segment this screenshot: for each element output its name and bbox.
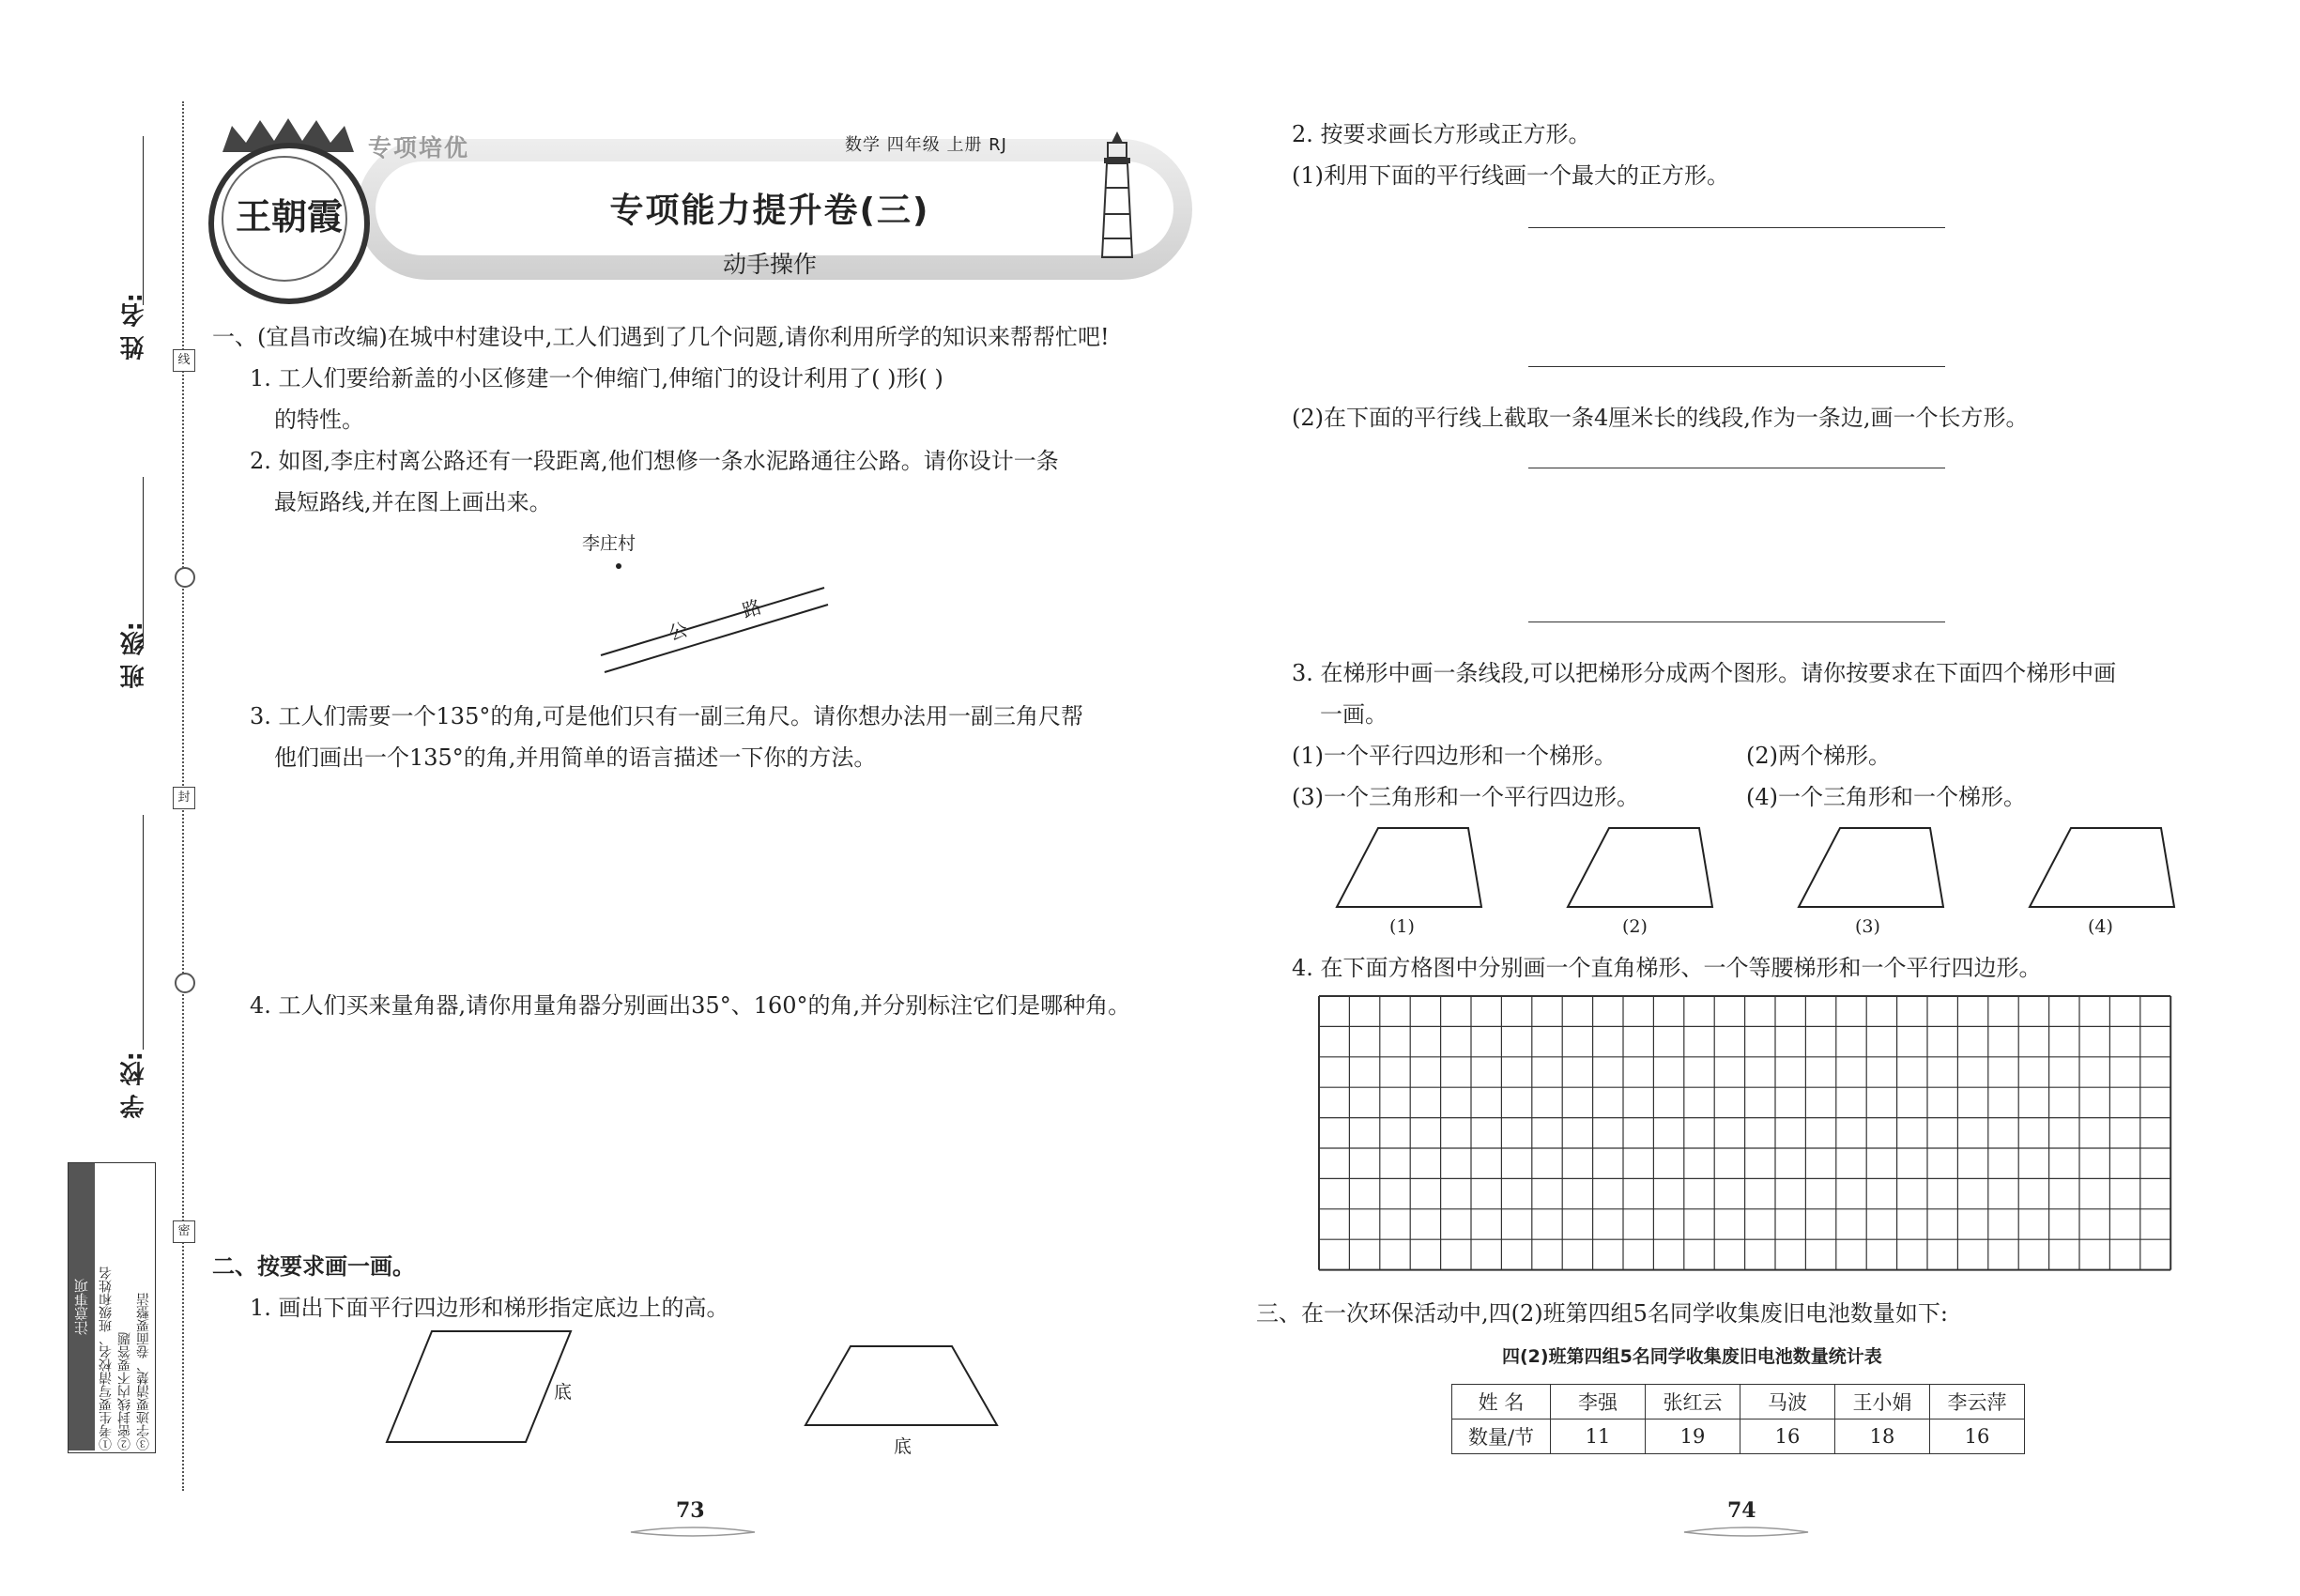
class-blank[interactable]: [143, 477, 144, 646]
table-cell: 18: [1835, 1420, 1930, 1454]
note-item: ②密封线内不要答题: [117, 1332, 132, 1450]
page-ornament: [627, 1527, 759, 1538]
table-cell: 11: [1551, 1420, 1646, 1454]
table-header-cell: 马波: [1740, 1385, 1835, 1420]
note-item: ③字迹要清楚、卷面要整洁: [136, 1293, 151, 1450]
option-2: (2)两个梯形。: [1746, 743, 1891, 769]
parallelogram-base-label: 底: [554, 1382, 573, 1403]
table-title: 四(2)班第四组5名同学收集废旧电池数量统计表: [1502, 1346, 1882, 1367]
r-question-3-line1: 3. 在梯形中画一条线段,可以把梯形分成两个图形。请你按要求在下面四个梯形中画: [1292, 660, 2117, 686]
trapezoid-label: (1): [1389, 916, 1415, 937]
table-header-cell: 王小娟: [1835, 1385, 1930, 1420]
notes-title: 注意事项: [69, 1163, 95, 1450]
section-1-title: 一、(宜昌市改编)在城中村建设中,工人们遇到了几个问题,请你利用所学的知识来帮帮忙吧!: [212, 324, 1110, 350]
question-1-line2: 的特性。: [274, 407, 364, 433]
seal-mark: 线: [173, 349, 195, 372]
logo-text: 王朝霞: [235, 195, 343, 238]
page-ornament: [1680, 1527, 1812, 1538]
r-question-2-part1: (1)利用下面的平行线画一个最大的正方形。: [1292, 162, 1729, 189]
table-header-cell: 李云萍: [1930, 1385, 2025, 1420]
trapezoid-label: (4): [2088, 916, 2113, 937]
option-4: (4)一个三角形和一个梯形。: [1746, 784, 2026, 810]
trapezoid-3: [1795, 824, 1955, 911]
seal-mark: 密: [173, 1220, 195, 1243]
road-label: 公 路: [666, 587, 790, 645]
page-title: 专项能力提升卷(三): [609, 192, 930, 230]
name-label: 姓 名:: [120, 293, 148, 361]
table-header-row: [1452, 1385, 2025, 1420]
name-blank[interactable]: [143, 136, 144, 305]
note-item: ①考生要写清校名、班级和姓名: [99, 1266, 114, 1450]
page-number-right: 74: [1727, 1498, 1756, 1523]
r-question-4: 4. 在下面方格图中分别画一个直角梯形、一个等腰梯形和一个平行四边形。: [1292, 955, 2042, 981]
trapezoid-4: [2026, 824, 2185, 911]
trapezoid-2: [1564, 824, 1724, 911]
school-blank[interactable]: [143, 815, 144, 1050]
table-cell: 16: [1740, 1420, 1835, 1454]
lighthouse-icon: [1089, 130, 1145, 261]
section-3-title: 三、在一次环保活动中,四(2)班第四组5名同学收集废旧电池数量如下:: [1256, 1300, 1948, 1327]
battery-table: [1451, 1384, 2025, 1454]
notes-box: [68, 1162, 156, 1453]
trapezoid-label: (3): [1855, 916, 1880, 937]
question-3-line1: 3. 工人们需要一个135°的角,可是他们只有一副三角尺。请你想办法用一副三角尺帮: [250, 703, 1083, 729]
brand-label: 专项培优: [368, 134, 470, 161]
square-grid[interactable]: [1318, 995, 2174, 1273]
binding-ring: [175, 973, 195, 993]
table-header-cell: 姓 名: [1452, 1385, 1551, 1420]
trapezoid-figure: [798, 1341, 1004, 1435]
trapezoid-1: [1333, 824, 1493, 911]
option-1: (1)一个平行四边形和一个梯形。: [1292, 743, 1617, 769]
village-point: [616, 563, 621, 569]
option-3: (3)一个三角形和一个平行四边形。: [1292, 784, 1639, 810]
table-header-cell: 张红云: [1646, 1385, 1740, 1420]
village-label: 李庄村: [582, 533, 636, 554]
section-2-question-1: 1. 画出下面平行四边形和梯形指定底边上的高。: [250, 1295, 729, 1321]
table-cell: 16: [1930, 1420, 2025, 1454]
table-cell: 19: [1646, 1420, 1740, 1454]
seal-mark: 封: [173, 787, 195, 809]
page-subtitle: 动手操作: [722, 251, 817, 278]
question-1-line1: 1. 工人们要给新盖的小区修建一个伸缩门,伸缩门的设计利用了( )形( ): [250, 365, 943, 391]
trapezoid-base-label: 底: [894, 1436, 912, 1457]
parallelogram-figure: [376, 1324, 582, 1451]
table-row: [1452, 1420, 2025, 1454]
question-2-line1: 2. 如图,李庄村离公路还有一段距离,他们想修一条水泥路通往公路。请你设计一条: [250, 448, 1059, 474]
book-meta: 数学 四年级 上册 RJ: [845, 135, 1007, 155]
r-question-2-title: 2. 按要求画长方形或正方形。: [1292, 121, 1591, 147]
question-4: 4. 工人们买来量角器,请你用量角器分别画出35°、160°的角,并分别标注它们是哪种角。: [250, 992, 1131, 1019]
r-question-2-part2: (2)在下面的平行线上截取一条4厘米长的线段,作为一条边,画一个长方形。: [1292, 405, 2029, 431]
table-cell: 数量/节: [1452, 1420, 1551, 1454]
section-2-title: 二、按要求画一画。: [212, 1253, 415, 1280]
class-label: 班 级:: [120, 622, 148, 689]
trapezoid-label: (2): [1622, 916, 1648, 937]
school-label: 学 校:: [120, 1051, 148, 1119]
table-header-cell: 李强: [1551, 1385, 1646, 1420]
question-3-line2: 他们画出一个135°的角,并用简单的语言描述一下你的方法。: [274, 744, 877, 771]
parallel-line: [1528, 366, 1945, 367]
binding-ring: [175, 567, 195, 588]
r-question-3-line2: 一画。: [1320, 701, 1388, 728]
page-number-left: 73: [676, 1498, 705, 1523]
question-2-line2: 最短路线,并在图上画出来。: [274, 489, 552, 515]
parallel-line: [1528, 227, 1945, 228]
